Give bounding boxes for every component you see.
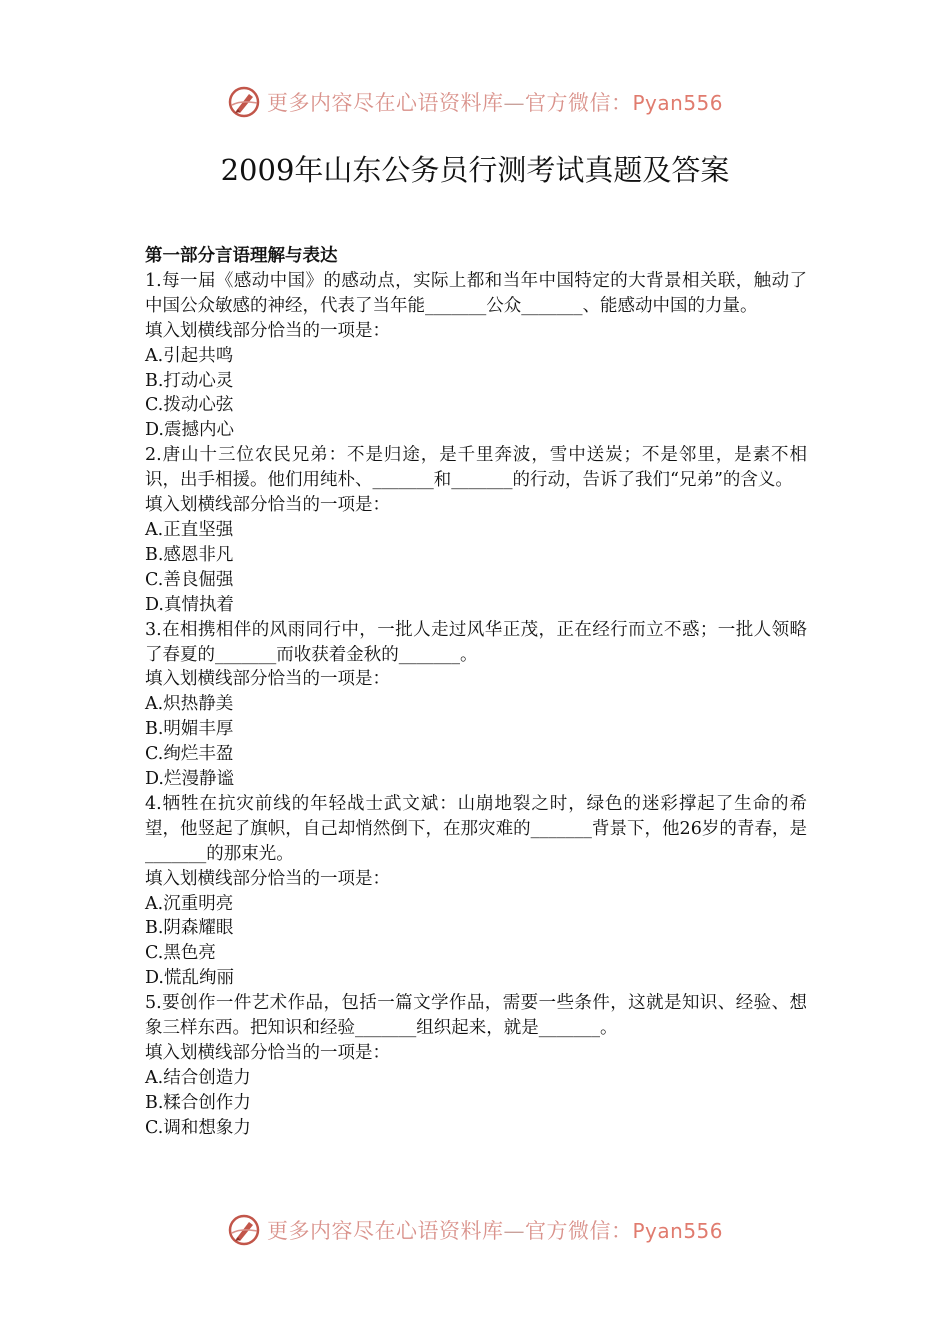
banner-dash: — (503, 91, 525, 115)
question-4 (145, 792, 807, 991)
banner-wechat-id: Pyan556 (632, 1219, 723, 1243)
document-title: 2009年山东公务员行测考试真题及答案 (220, 153, 730, 187)
option-d: D.慌乱绚丽 (145, 968, 234, 989)
question-stem: 4.牺牲在抗灾前线的年轻战士武文斌：山崩地裂之时，绿色的迷彩撑起了生命的希望，他竖起了旗帜，自己却悄然倒下，在那灾难的_______背景下，他26岁的青春，是_______的那束光。 (145, 793, 807, 864)
option-c: C.善良倔强 (145, 569, 234, 590)
option-d: D.真情执着 (145, 594, 234, 615)
pen-logo-icon (227, 1213, 261, 1247)
banner-text (267, 87, 723, 117)
document-body (145, 244, 807, 1141)
banner-official-label: 官方微信： (524, 91, 633, 115)
banner-official-label: 官方微信： (524, 1219, 633, 1243)
banner-main-text: 更多内容尽在心语资料库 (266, 1219, 504, 1243)
banner-group (227, 1213, 723, 1247)
question-stem: 5.要创作一件艺术作品，包括一篇文学作品，需要一些条件，这就是知识、经验、想象三样东西。把知识和经验_______组织起来，就是_______。 (145, 993, 807, 1039)
option-b: B.明媚丰厚 (145, 719, 234, 740)
question-3 (145, 618, 807, 792)
question-prompt: 填入划横线部分恰当的一项是： (145, 669, 390, 690)
banner-group (227, 85, 723, 119)
option-d: D.震撼内心 (145, 420, 234, 441)
option-a: A.炽热静美 (145, 694, 234, 715)
option-c: C.拨动心弦 (145, 395, 234, 416)
option-d: D.烂漫静谧 (145, 769, 234, 790)
option-b: B.感恩非凡 (145, 544, 234, 565)
banner-main-text: 更多内容尽在心语资料库 (266, 91, 504, 115)
question-stem: 2.唐山十三位农民兄弟：不是归途，是千里奔波，雪中送炭；不是邻里，是素不相识，出手相援。他们用纯朴、_______和_______的行动，告诉了我们“兄弟”的含义。 (145, 445, 807, 491)
question-prompt: 填入划横线部分恰当的一项是： (145, 495, 390, 516)
option-a: A.引起共鸣 (145, 345, 234, 366)
option-c: C.调和想象力 (145, 1117, 251, 1138)
question-stem: 1.每一届《感动中国》的感动点，实际上都和当年中国特定的大背景相关联，触动了中国公众敏感的神经，代表了当年能_______公众_______、能感动中国的力量。 (145, 270, 807, 316)
question-1 (145, 269, 807, 443)
pen-logo-icon (227, 85, 261, 119)
question-stem: 3.在相携相伴的风雨同行中，一批人走过风华正茂，正在经行而立不惑；一批人领略了春夏的_______而收获着金秋的_______。 (145, 619, 807, 665)
option-b: B.糅合创作力 (145, 1092, 251, 1113)
banner-dash: — (503, 1219, 525, 1243)
question-prompt: 填入划横线部分恰当的一项是： (145, 1043, 390, 1063)
option-a: A.结合创造力 (145, 1067, 251, 1088)
banner-wechat-id: Pyan556 (632, 91, 723, 115)
section-heading: 第一部分言语理解与表达 (145, 246, 338, 266)
option-c: C.黑色亮 (145, 943, 216, 964)
footer-banner (0, 1210, 950, 1250)
option-a: A.沉重明亮 (145, 893, 234, 914)
header-banner (0, 82, 950, 122)
option-b: B.阴森耀眼 (145, 918, 234, 939)
option-b: B.打动心灵 (145, 370, 234, 391)
banner-text (267, 1215, 723, 1245)
question-2 (145, 443, 807, 617)
question-prompt: 填入划横线部分恰当的一项是： (145, 868, 390, 889)
option-a: A.正直坚强 (145, 519, 234, 540)
question-prompt: 填入划横线部分恰当的一项是： (145, 320, 390, 341)
option-c: C.绚烂丰盈 (145, 744, 234, 765)
question-5 (145, 991, 807, 1140)
